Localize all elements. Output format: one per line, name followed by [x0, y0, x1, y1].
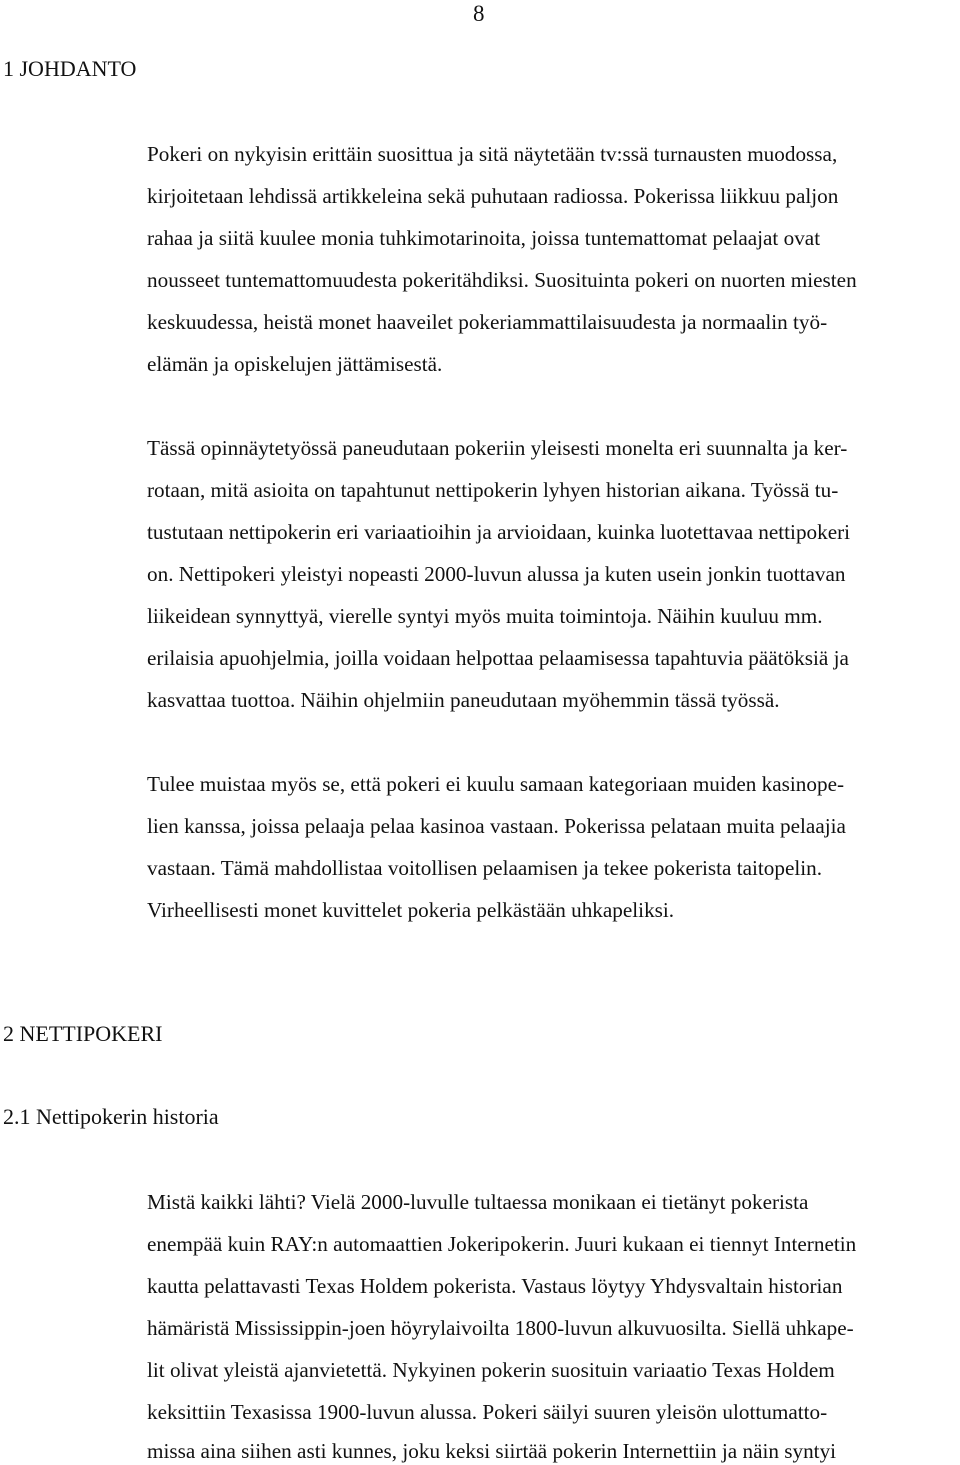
page-number: 8: [473, 1, 485, 26]
text-line: Pokeri on nykyisin erittäin suosittua ja sitä näytetään tv:ssä turnausten muodossa,: [147, 142, 838, 166]
text-line: kirjoitetaan lehdissä artikkeleina sekä puhutaan radiossa. Pokerissa liikkuu paljon: [147, 184, 839, 208]
text-line: kasvattaa tuottoa. Näihin ohjelmiin paneudutaan myöhemmin tässä työssä.: [147, 688, 780, 712]
heading-johdanto: 1 JOHDANTO: [3, 56, 137, 81]
text-line: rahaa ja siitä kuulee monia tuhkimotarinoita, joissa tuntemattomat pelaajat ovat: [147, 226, 821, 250]
text-line: on. Nettipokeri yleistyi nopeasti 2000-luvun alussa ja kuten usein jonkin tuottavan: [147, 562, 846, 586]
text-line: keksittiin Texasissa 1900-luvun alussa. Pokeri säilyi suuren yleisön ulottumatto-: [147, 1400, 828, 1424]
text-line: missa aina siihen asti kunnes, joku keksi siirtää pokerin Internettiin ja näin syntyi: [147, 1439, 837, 1463]
text-line: elämän ja opiskelujen jättämisestä.: [147, 352, 443, 376]
text-line: erilaisia apuohjelmia, joilla voidaan helpottaa pelaamisessa tapahtuvia päätöksiä ja: [147, 646, 849, 670]
text-line: keskuudessa, heistä monet haaveilet pokeriammattilaisuudesta ja normaalin työ-: [147, 310, 828, 334]
heading-nettipokerin-historia: 2.1 Nettipokerin historia: [3, 1104, 219, 1129]
text-line: enempää kuin RAY:n automaattien Jokeripokerin. Juuri kukaan ei tiennyt Internetin: [147, 1232, 857, 1256]
text-line: Virheellisesti monet kuvittelet pokeria pelkästään uhkapeliksi.: [147, 898, 675, 922]
text-line: rotaan, mitä asioita on tapahtunut nettipokerin lyhyen historian aikana. Työssä tu-: [147, 478, 839, 502]
text-line: kautta pelattavasti Texas Holdem pokerista. Vastaus löytyy Yhdysvaltain historian: [147, 1274, 843, 1298]
text-line: nousseet tuntemattomuudesta pokeritähdiksi. Suosituinta pokeri on nuorten miesten: [147, 268, 857, 292]
text-line: hämäristä Mississippin-joen höyrylaivoilta 1800-luvun alkuvuosilta. Siellä uhkape-: [147, 1316, 854, 1340]
text-line: Mistä kaikki lähti? Vielä 2000-luvulle tultaessa monikaan ei tietänyt pokerista: [147, 1190, 809, 1214]
text-line: vastaan. Tämä mahdollistaa voitollisen pelaamisen ja tekee pokerista taitopelin.: [147, 856, 823, 880]
text-line: lit olivat yleistä ajanvietettä. Nykyinen pokerin suosituin variaatio Texas Holdem: [147, 1358, 835, 1382]
text-line: tustutaan nettipokerin eri variaatioihin ja arvioidaan, kuinka luotettavaa nettipokeri: [147, 520, 851, 544]
text-line: liikeidean synnyttyä, vierelle syntyi myös muita toimintoja. Näihin kuuluu mm.: [147, 604, 823, 628]
text-line: Tässä opinnäytetyössä paneudutaan pokeriin yleisesti monelta eri suunnalta ja ker-: [147, 436, 848, 460]
text-line: lien kanssa, joissa pelaaja pelaa kasinoa vastaan. Pokerissa pelataan muita pelaajia: [147, 814, 846, 838]
text-line: Tulee muistaa myös se, että pokeri ei kuulu samaan kategoriaan muiden kasinope-: [147, 772, 845, 796]
heading-nettipokeri: 2 NETTIPOKERI: [3, 1021, 163, 1046]
